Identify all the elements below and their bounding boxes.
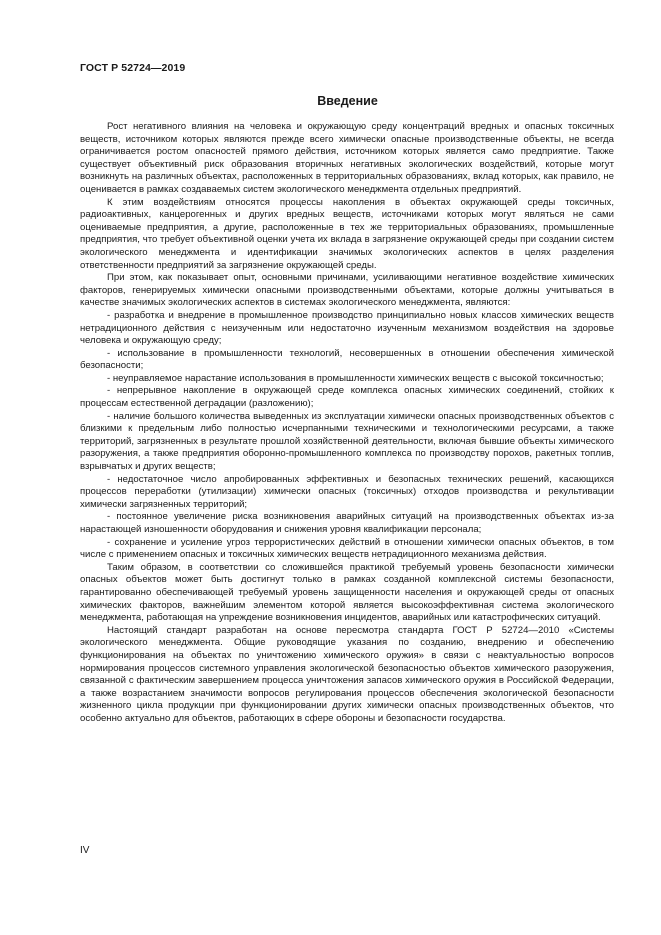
list-item: - недостаточное число апробированных эффективных и безопасных технических решений, касающихся процессов переработки (утилизации) химически опасных (токсичных) отходов производства и рекультивации химически загрязненных территорий;: [80, 473, 614, 510]
list-item: - использование в промышленности технологий, несовершенных в отношении обеспечения химической безопасности;: [80, 347, 614, 372]
paragraph-standard-basis: Настоящий стандарт разработан на основе пересмотра стандарта ГОСТ Р 52724—2010 «Системы экологического менеджмента. Общие руководящие указания по созданию, внедрению и обеспечению функционирования на объектах по уничтожению химического оружия» в связи с неактуальностью вопросов нормирования процессов системного управления экологической безопасностью объектов химического разоружения, связанной с фактическим завершением процесса уничтожения запасов химического оружия в Российской Федерации, а также возрастанием значимости вопросов регулирования процессов обеспечения экологической безопасности жизненного цикла продукции при функционировании других химически опасных производственных объектов, что особенно актуально для объектов, работающих в сфере обороны и безопасности государства.: [80, 624, 614, 724]
body-text: [80, 121, 614, 726]
section-title: Введение: [317, 94, 378, 108]
paragraph-intro-3: При этом, как показывает опыт, основными причинами, усиливающими негативное воздействие химических факторов, генерируемых химически опасными производственными объектами, которые должны учитываться в качестве значимых экологических аспектов в системах экологического менеджмента, являются:: [80, 272, 614, 309]
list-item: - наличие большого количества выведенных из эксплуатации химически опасных производственных объектов с близкими к предельным либо полностью исчерпанными техническими и технологическими ресурсами, а также территорий, загрязненных в результате прошлой хозяйственной деятельности, включая бывшие объекты химического разоружения, а также предприятия оборонно-промышленного комплекса по производству порохов, ракетных топлив, взрывчатых и других веществ;: [80, 410, 614, 473]
page-number: IV: [80, 845, 90, 856]
list-item: - неуправляемое нарастание использования в промышленности химических веществ с высокой токсичностью;: [107, 372, 604, 384]
document-code: ГОСТ Р 52724—2019: [80, 62, 186, 74]
paragraph-conclusion: Таким образом, в соответствии со сложившейся практикой требуемый уровень безопасности химически опасных объектов может быть достигнут только в рамках созданной комплексной системы безопасности, гарантированно обеспечивающей требуемый уровень защищенности населения и окружающей среды от опасных химических факторов, важнейшим элементом которой является высокоэффективная система экологического менеджмента, работающая на упреждение возникновения инцидентов, аварийных или катастрофических ситуаций.: [80, 561, 614, 624]
list-item: - сохранение и усиление угроз террористических действий в отношении химически опасных объектов, в том числе с применением опасных и токсичных химических веществ нетрадиционного механизма действия.: [80, 536, 614, 561]
paragraph-intro-2: К этим воздействиям относятся процессы накопления в объектах окружающей среды токсичных, радиоактивных, канцерогенных и других вредных веществ, источниками которых могут являться не сами оцениваемые предприятия, а другие, расположенные в тех же территориальных образованиях, промышленные предприятия, что требует объективной оценки учета их вклада в загрязнение окружающей среды при создании систем экологического менеджмента и идентификации значимых экологических аспектов в целях разделения ответственности предприятий за загрязнение окружающей среды.: [80, 196, 614, 271]
list-item: - непрерывное накопление в окружающей среде комплекса опасных химических соединений, стойких к процессам естественной деградации (разложению);: [80, 385, 614, 410]
list-item: - постоянное увеличение риска возникновения аварийных ситуаций на производственных объектах из-за нарастающей изношенности оборудования и снижения уровня квалификации персонала;: [80, 511, 614, 535]
list-item: - разработка и внедрение в промышленное производство принципиально новых классов химических веществ нетрадиционного действия с неизученным или недостаточно изученным механизмом воздействия на здоровье человека и окружающую среду;: [80, 309, 614, 347]
paragraph-intro-1: Рост негативного влияния на человека и окружающую среду концентраций вредных и опасных токсичных веществ, источником которых являются прежде всего химически опасные производственные объекты, не всегда ограничивается ростом опасностей прямого действия, источником которых является само предприятие. Также существует объективный риск образования вторичных негативных экологических воздействий, которые могут возникнуть на различных объектах, расположенных в территориальных образованиях, вклад которых, как правило, не оценивается в рамках создаваемых систем экологического менеджмента отдельных предприятий.: [80, 121, 614, 195]
